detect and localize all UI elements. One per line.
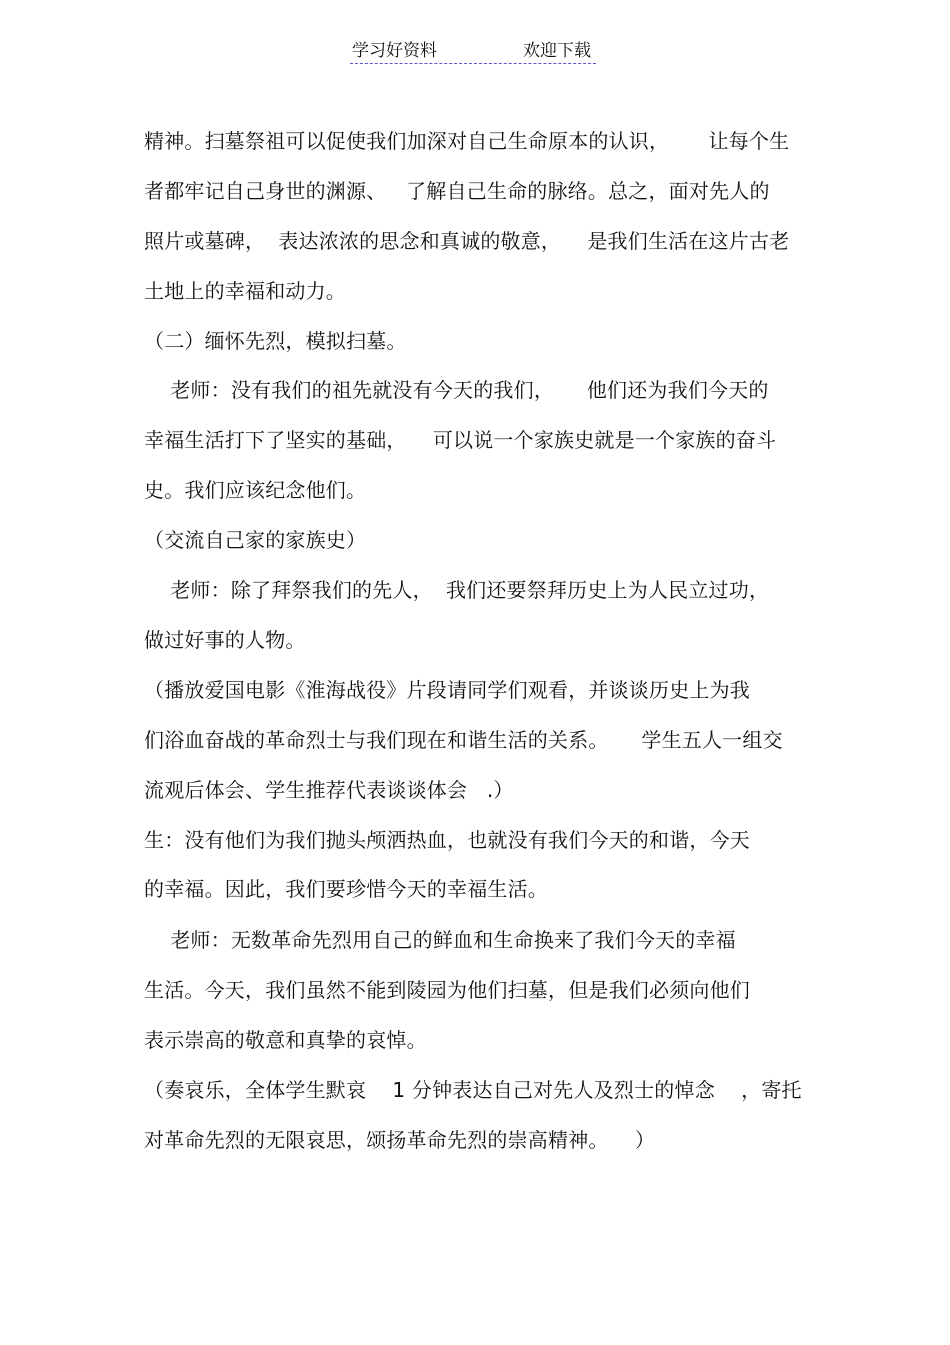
body-line: 老师：除了拜祭我们的先人， 我们还要祭拜历史上为人民立过功， <box>144 578 770 602</box>
body-line: 表示崇高的敬意和真挚的哀悼。 <box>144 1028 427 1052</box>
header-left-text: 学习好资料 <box>352 41 437 61</box>
body-line: （播放爱国电影《淮海战役》片段请同学们观看，并谈谈历史上为我 <box>144 678 750 702</box>
header-right-text: 欢迎下载 <box>523 41 591 61</box>
body-line: （奏哀乐，全体学生默哀 1 分钟表达自己对先人及烈士的悼念 ，寄托 <box>144 1078 802 1102</box>
section-heading: （二）缅怀先烈，模拟扫墓。 <box>144 329 407 353</box>
body-line: 做过好事的人物。 <box>144 628 306 652</box>
body-line: 史。我们应该纪念他们。 <box>144 478 367 502</box>
body-line: 老师：没有我们的祖先就没有今天的我们， 他们还为我们今天的 <box>144 378 769 402</box>
body-line: 土地上的幸福和动力。 <box>144 279 346 303</box>
body-line: 精神。扫墓祭祖可以促使我们加深对自己生命原本的认识， 让每个生 <box>144 129 790 153</box>
body-line: （交流自己家的家族史） <box>144 528 367 552</box>
body-line: 照片或墓碑， 表达浓浓的思念和真诚的敬意， 是我们生活在这片古老 <box>144 229 790 253</box>
body-line: 老师：无数革命先烈用自己的鲜血和生命换来了我们今天的幸福 <box>144 928 736 952</box>
body-line: 生活。今天，我们虽然不能到陵园为他们扫墓，但是我们必须向他们 <box>144 978 750 1002</box>
body-line: 流观后体会、学生推荐代表谈谈体会 .） <box>144 778 514 802</box>
body-line: 们浴血奋战的革命烈士与我们现在和谐生活的关系。 学生五人一组交 <box>144 728 783 752</box>
body-line: 的幸福。因此，我们要珍惜今天的幸福生活。 <box>144 877 548 901</box>
page-header <box>350 40 596 66</box>
body-line: 对革命先烈的无限哀思，颂扬革命先烈的崇高精神。 ） <box>144 1128 656 1152</box>
body-line: 者都牢记自己身世的渊源、 了解自己生命的脉络。总之，面对先人的 <box>144 179 770 203</box>
body-line: 幸福生活打下了坚实的基础， 可以说一个家族史就是一个家族的奋斗 <box>144 428 777 452</box>
body-line: 生：没有他们为我们抛头颅洒热血，也就没有我们今天的和谐，今天 <box>144 828 750 852</box>
header-dashed-underline <box>350 63 596 64</box>
